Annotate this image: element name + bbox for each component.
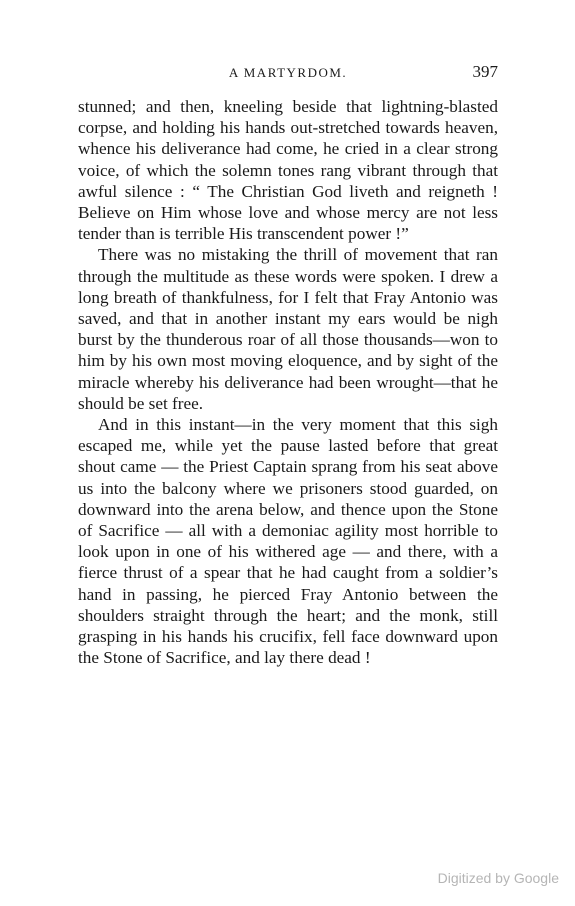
watermark: Digitized by Google (437, 870, 559, 886)
page-header (78, 62, 498, 84)
running-head: A MARTYRDOM. (228, 65, 348, 80)
page-number: 397 (472, 62, 498, 81)
body-text (78, 96, 498, 668)
paragraph-continued: stunned; and then, kneeling beside that lightning-blasted corpse, and holding his hands out-stretched towards heaven, whence his deliverance had come, he cried in a clear strong voice, of which the solemn tones rang vibrant through that awful silence : “ The Christian God liveth and reigneth ! Believe on Him whose love and whose mercy are not less tender than is terrible His transcendent power !” (78, 97, 498, 244)
paragraph: There was no mistaking the thrill of movement that ran through the multitude as these words were spoken. I drew a long breath of thankfulness, for I felt that Fray Antonio was saved, and that in another instant my ears would be nigh burst by the thunderous roar of all those thousands—won to him by his own most moving eloquence, and by sight of the miracle whereby his deliverance had been wrought—that he should be set free. (78, 245, 498, 413)
paragraph: And in this instant—in the very moment that this sigh escaped me, while yet the pause lasted before that great shout came — the Priest Captain sprang from his seat above us into the balcony where we prisoners stood guarded, on downward into the arena below, and thence upon the Stone of Sacrifice — all with a demoniac agility most horrible to look upon in one of his withered age — and there, with a fierce thrust of a spear that he had caught from a soldier’s hand in passing, he pierced Fray Antonio between the shoulders straight through the heart; and the monk, still grasping in his hands his crucifix, fell face downward upon the Stone of Sacrifice, and lay there dead ! (78, 415, 498, 668)
